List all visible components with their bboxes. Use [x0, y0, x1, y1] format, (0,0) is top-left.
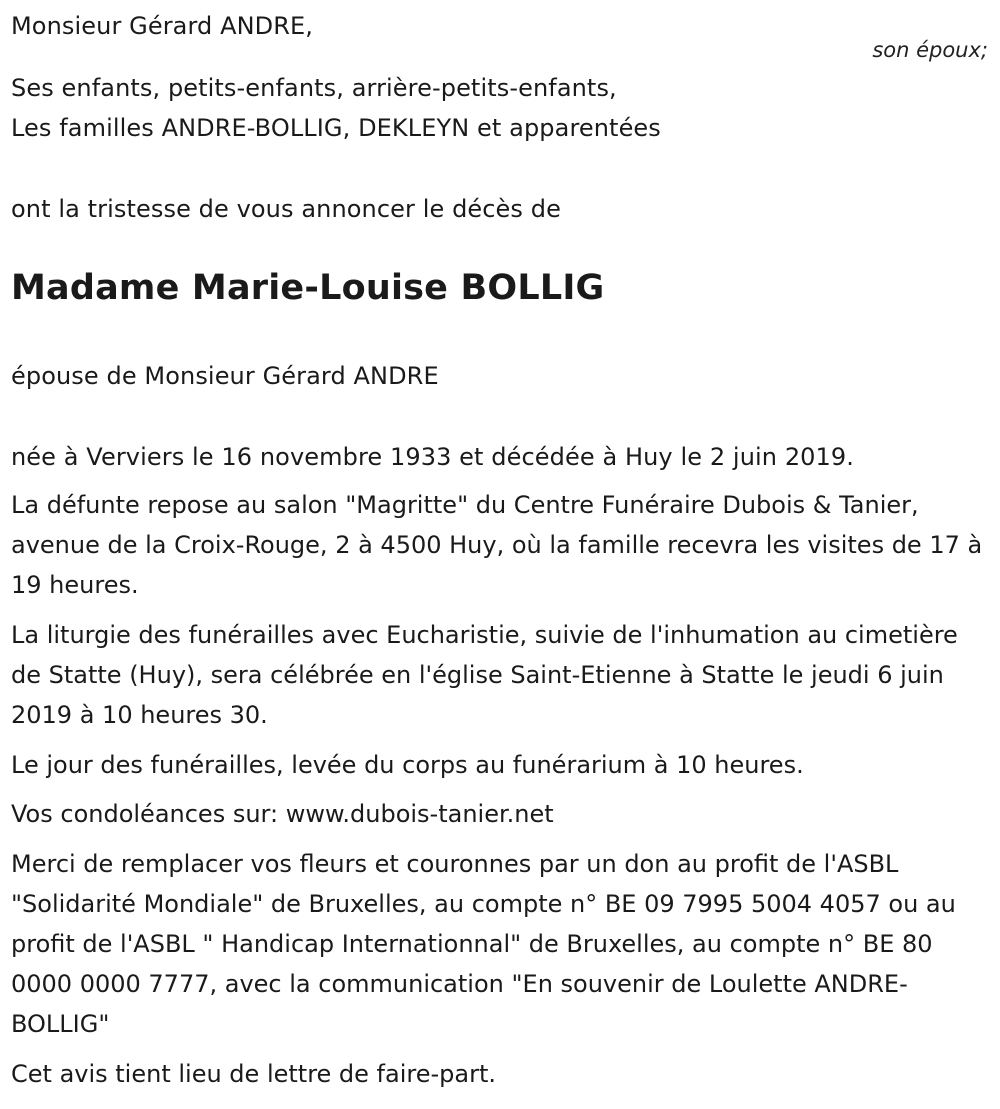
paragraph-closing: Cet avis tient lieu de lettre de faire-part.	[11, 1060, 496, 1088]
paragraph-wake: La défunte repose au salon "Magritte" du Centre Funéraire Dubois & Tanier, avenue de la Croix-Rouge, 2 à 4500 Huy, où la famille recevra les visites de 17 à 19 heures.	[11, 491, 983, 599]
condolences-link: Vos condoléances sur: www.dubois-tanier.net	[11, 800, 554, 828]
spouse-of-line: épouse de Monsieur Gérard ANDRE	[11, 362, 439, 390]
paragraph-departure: Le jour des funérailles, levée du corps au funérarium à 10 heures.	[11, 751, 804, 779]
families-line: Les familles ANDRE-BOLLIG, DEKLEYN et apparentées	[11, 114, 661, 142]
announcement-text: ont la tristesse de vous annoncer le décès de	[11, 195, 561, 223]
deceased-name: Madame Marie-Louise BOLLIG	[11, 268, 605, 308]
spouse-name: Monsieur Gérard ANDRE,	[11, 12, 314, 40]
paragraph-liturgy: La liturgie des funérailles avec Eucharistie, suivie de l'inhumation au cimetière de Statte (Huy), sera célébrée en l'église Saint-Etienne à Statte le jeudi 6 juin 2019 à 10 heures 30.	[11, 621, 958, 729]
birth-death-dates: née à Verviers le 16 novembre 1933 et décédée à Huy le 2 juin 2019.	[11, 443, 855, 471]
spouse-role: son époux;	[872, 38, 988, 62]
children-line: Ses enfants, petits-enfants, arrière-petits-enfants,	[11, 74, 617, 102]
paragraph-donations: Merci de remplacer vos fleurs et couronnes par un don au profit de l'ASBL "Solidarité Mondiale" de Bruxelles, au compte n° BE 09 7995 5004 4057 ou au profit de l'ASBL " Handicap Internationnal" de Bruxelles, au compte n° BE 80 0000 0000 7777, avec la communication "En souvenir de Loulette ANDRE-BOLLIG"	[11, 850, 956, 1038]
